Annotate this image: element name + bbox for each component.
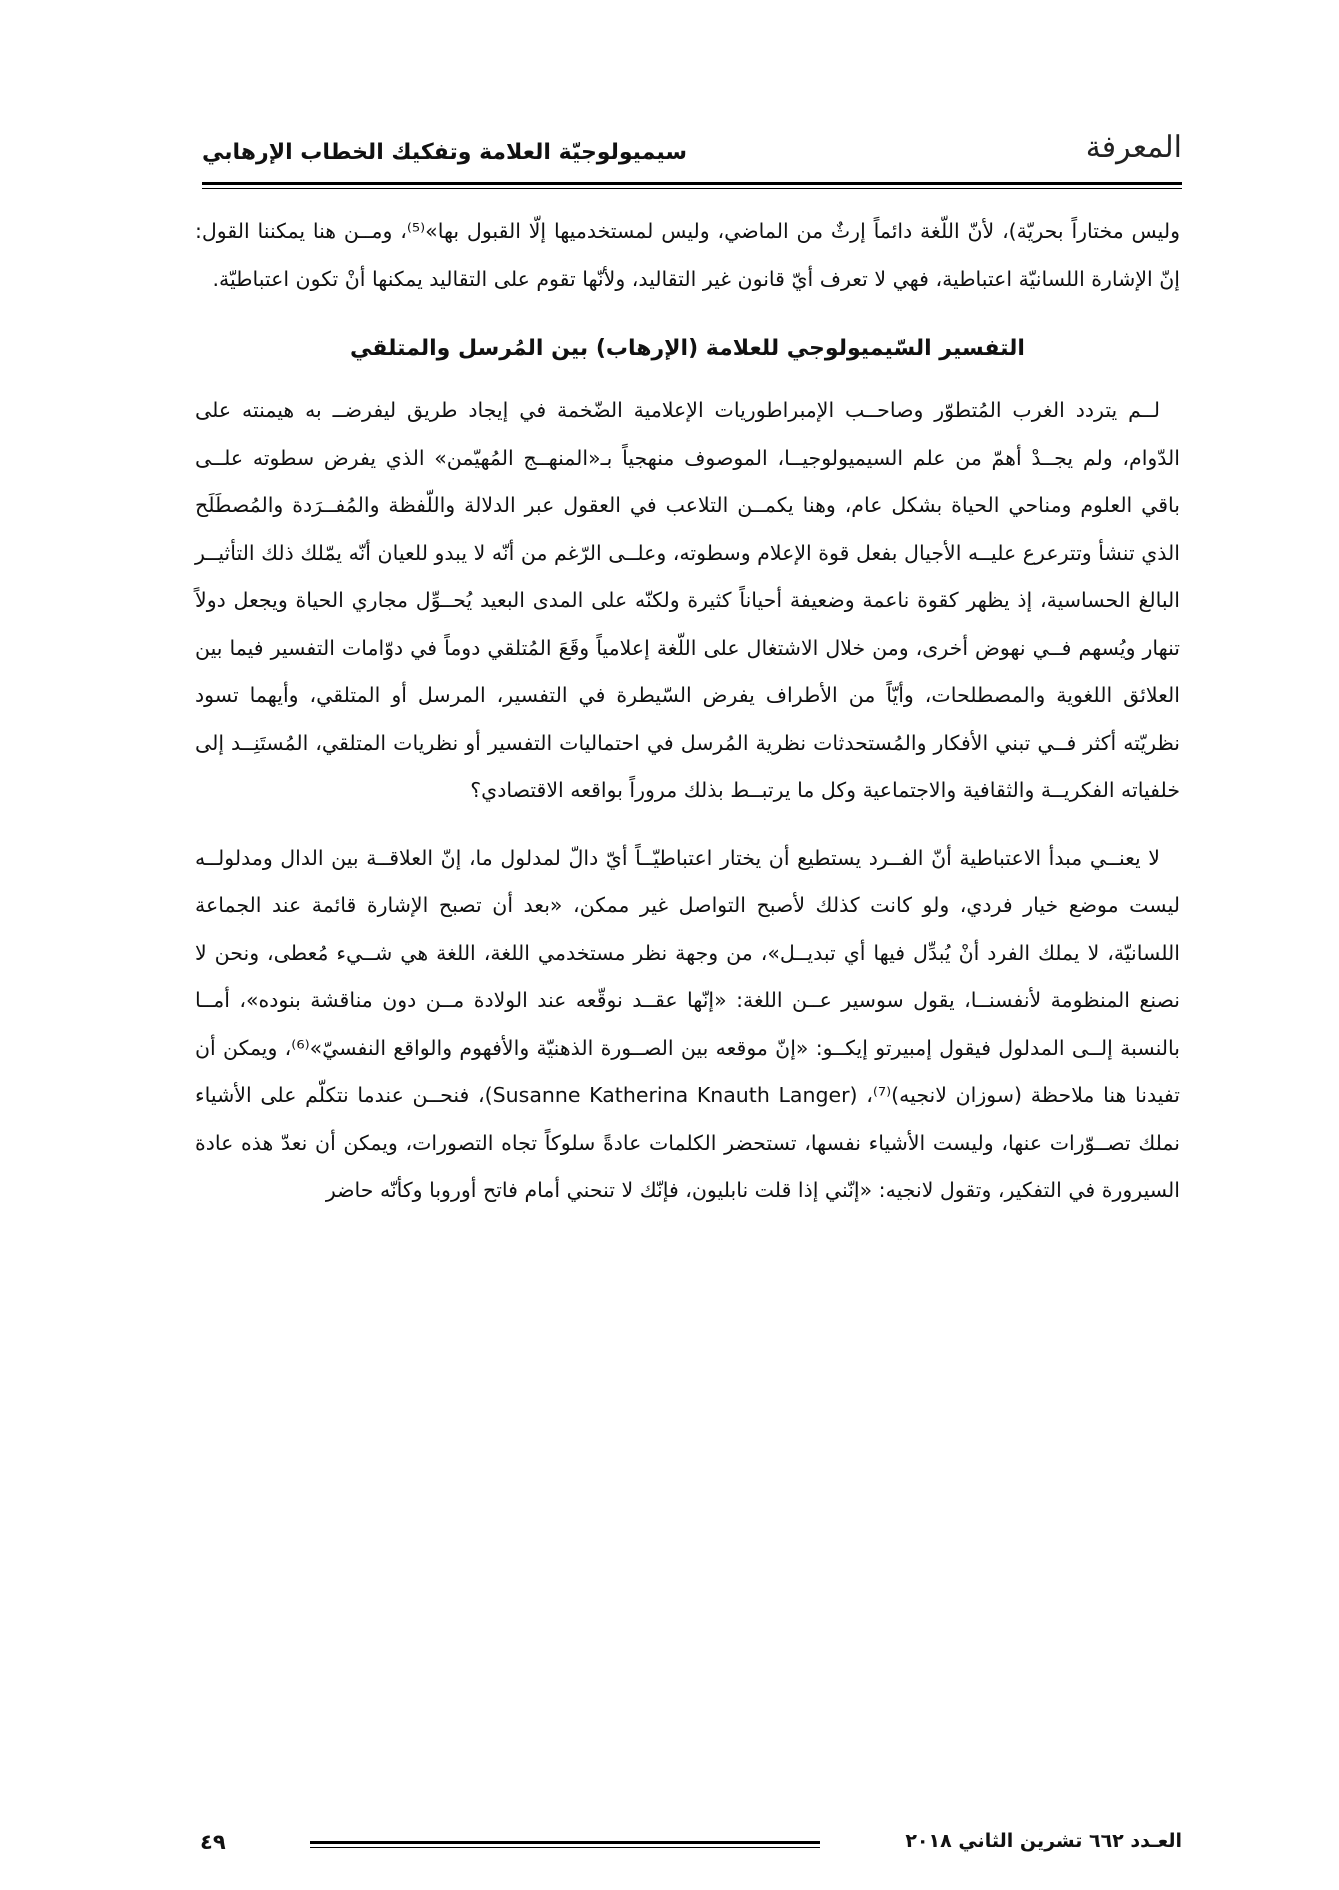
section-heading: التفسير السّيميولوجي للعلامة (الإرهاب) بين المُرسل والمتلقي xyxy=(350,336,1025,361)
journal-logo: المعرفة xyxy=(1085,130,1182,165)
header-rule-thin xyxy=(202,188,1182,189)
article-body xyxy=(195,208,1180,1215)
footer-rule xyxy=(310,1841,820,1844)
footer-rule-thin xyxy=(310,1847,820,1848)
header-rule xyxy=(202,182,1182,185)
issue-label: العـدد ٦٦٢ تشرين الثاني ٢٠١٨ xyxy=(905,1830,1182,1852)
intro-paragraph: وليس مختاراً بحريّة)، لأنّ اللّغة دائماً إرثٌ من الماضي، وليس لمستخدميها إلّا القبول بها»⁽⁵⁾، ومــن هنا يمكننا القول: إنّ الإشارة اللسانيّة اعتباطية، فهي لا تعرف أيّ قانون غير التقاليد، ولأنّها تقوم على التقاليد يمكنها أنْ تكون اعتباطيّة. xyxy=(195,219,1180,291)
page-footer xyxy=(200,1830,1182,1860)
page-number: ٤٩ xyxy=(200,1830,226,1854)
page-header xyxy=(202,128,1182,186)
running-title: سيميولوجيّة العلامة وتفكيك الخطاب الإرهابي xyxy=(202,140,687,165)
body-paragraph-1: لــم يتردد الغرب المُتطوّر وصاحــب الإمبراطوريات الإعلامية الضّخمة في إيجاد طريق ليفرضــ به هيمنته على الدّوام، ولم يجــدْ أهمّ من علم السيميولوجيــا، الموصوف منهجياً بـ«المنهــج المُهيّمن» الذي يفرض سطوته علــى باقي العلوم ومناحي الحياة بشكل عام، وهنا يكمــن التلاعب في العقول عبر الدلالة واللّفظة والمُفــرَدة والمُصطَلَح الذي تنشأ وتترعرع عليــه الأجيال بفعل قوة الإعلام وسطوته، وعلــى الرّغم من أنّه لا يبدو للعيان أنّه يمّلك ذلك التأثيــر البالغ الحساسية، إذ يظهر كقوة ناعمة وضعيفة أحياناً كثيرة ولكنّه على المدى البعيد يُحــوِّل مجاري الحياة ويجعل دولاً تنهار ويُسهم فــي نهوض أخرى، ومن خلال الاشتغال على اللّغة إعلامياً وقَعَ المُتلقي دوماً في دوّامات التفسير فيما بين العلائق اللغوية والمصطلحات، وأيّاً من الأطراف يفرض السّيطرة في التفسير، المرسل أو المتلقي، وأيهما تسود نظريّته أكثر فــي تبني الأفكار والمُستحدثات نظرية المُرسل في احتماليات التفسير أو نظريات المتلقي، المُستَنِــد إلى خلفياته الفكريــة والثقافية والاجتماعية وكل ما يرتبــط بذلك مروراً بواقعه الاقتصادي؟ xyxy=(195,398,1180,802)
body-paragraph-2: لا يعنــي مبدأ الاعتباطية أنّ الفــرد يستطيع أن يختار اعتباطيّــاً أيّ دالّ لمدلول ما، إنّ العلاقــة بين الدال ومدلولــه ليست موضع خيار فردي، ولو كانت كذلك لأصبح التواصل غير ممكن، «بعد أن تصبح الإشارة قائمة عند الجماعة اللسانيّة، لا يملك الفرد أنْ يُبدِّل فيها أي تبديــل»، من وجهة نظر مستخدمي اللغة، اللغة هي شــيء مُعطى، ونحن لا نصنع المنظومة لأنفسنــا، يقول سوسير عــن اللغة: «إنّها عقــد نوقّعه عند الولادة مــن دون مناقشة بنوده»، أمــا بالنسبة إلــى المدلول فيقول إمبيرتو إيكــو: «إنّ موقعه بين الصــورة الذهنيّة والأفهوم والواقع النفسيّ»⁽⁶⁾، ويمكن أن تفيدنا هنا ملاحظة (سوزان لانجيه)⁽⁷⁾، (Susanne Katherina Knauth Langer)، فنحــن عندما نتكلّم على الأشياء نملك تصــوّرات عنها، وليست الأشياء نفسها، تستحضر الكلمات عادةً سلوكاً تجاه التصورات، ويمكن أن نعدّ هذه عادة السيرورة في التفكير، وتقول لانجيه: «إنّني إذا قلت نابليون، فإنّك لا تنحني أمام فاتح أوروبا وكأنّه حاضر xyxy=(195,845,1180,1202)
